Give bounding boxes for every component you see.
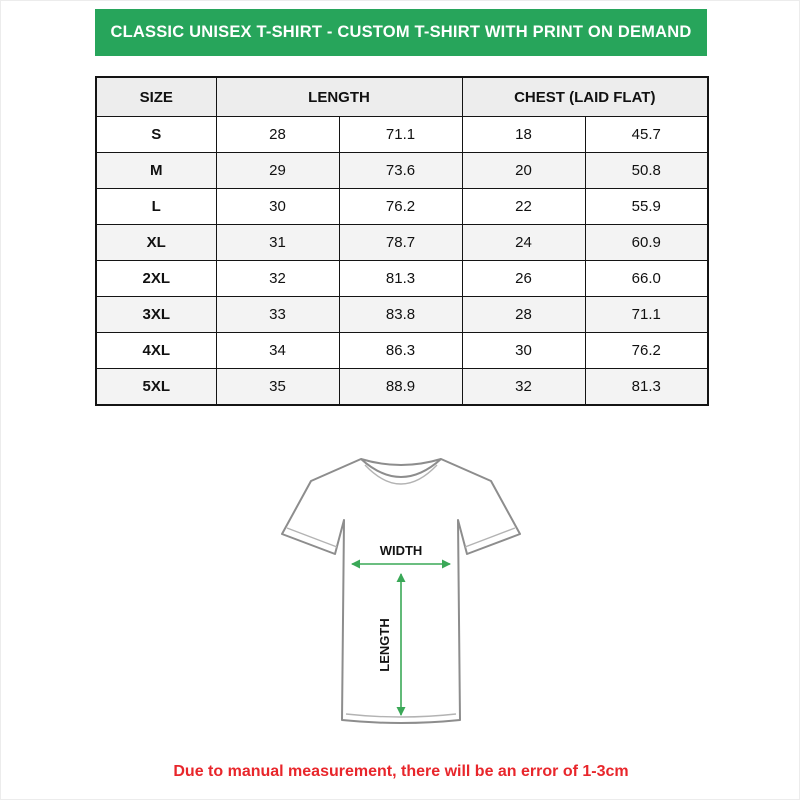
size-cell: 5XL xyxy=(96,369,216,406)
chest-in-cell: 28 xyxy=(462,297,585,333)
tshirt-measurement-diagram xyxy=(241,433,561,759)
table-row xyxy=(96,189,708,225)
length-cm-cell: 73.6 xyxy=(339,153,462,189)
chest-in-cell: 22 xyxy=(462,189,585,225)
length-cm-cell: 81.3 xyxy=(339,261,462,297)
title-banner xyxy=(95,9,707,56)
chest-cm-cell: 55.9 xyxy=(585,189,708,225)
length-cm-cell: 71.1 xyxy=(339,117,462,153)
size-cell: L xyxy=(96,189,216,225)
size-chart-table xyxy=(95,76,709,406)
table-row xyxy=(96,225,708,261)
table-row xyxy=(96,153,708,189)
size-cell: S xyxy=(96,117,216,153)
size-cell: 4XL xyxy=(96,333,216,369)
header-chest: CHEST (LAID FLAT) xyxy=(462,77,708,117)
measurement-error-note: Due to manual measurement, there will be an error of 1-3cm xyxy=(173,763,629,780)
header-length: LENGTH xyxy=(216,77,462,117)
chest-in-cell: 32 xyxy=(462,369,585,406)
chest-in-cell: 18 xyxy=(462,117,585,153)
header-size: SIZE xyxy=(96,77,216,117)
chest-in-cell: 26 xyxy=(462,261,585,297)
size-cell: M xyxy=(96,153,216,189)
table-row xyxy=(96,369,708,406)
length-cm-cell: 78.7 xyxy=(339,225,462,261)
length-cm-cell: 86.3 xyxy=(339,333,462,369)
width-arrow-label: WIDTH xyxy=(379,543,423,558)
chest-in-cell: 20 xyxy=(462,153,585,189)
size-cell: XL xyxy=(96,225,216,261)
chest-cm-cell: 71.1 xyxy=(585,297,708,333)
length-in-cell: 30 xyxy=(216,189,339,225)
chest-in-cell: 30 xyxy=(462,333,585,369)
table-row xyxy=(96,117,708,153)
table-row xyxy=(96,261,708,297)
chest-cm-cell: 81.3 xyxy=(585,369,708,406)
length-in-cell: 32 xyxy=(216,261,339,297)
table-header-row xyxy=(96,77,708,117)
chest-cm-cell: 60.9 xyxy=(585,225,708,261)
length-in-cell: 35 xyxy=(216,369,339,406)
size-cell: 3XL xyxy=(96,297,216,333)
page-title: CLASSIC UNISEX T-SHIRT - CUSTOM T-SHIRT WITH PRINT ON DEMAND xyxy=(110,23,692,41)
length-arrow-label: LENGTH xyxy=(377,618,392,672)
table-row xyxy=(96,333,708,369)
chest-cm-cell: 76.2 xyxy=(585,333,708,369)
tshirt-diagram-svg xyxy=(241,433,561,759)
size-cell: 2XL xyxy=(96,261,216,297)
length-cm-cell: 88.9 xyxy=(339,369,462,406)
length-cm-cell: 76.2 xyxy=(339,189,462,225)
length-in-cell: 34 xyxy=(216,333,339,369)
chest-cm-cell: 50.8 xyxy=(585,153,708,189)
length-in-cell: 29 xyxy=(216,153,339,189)
length-in-cell: 31 xyxy=(216,225,339,261)
chest-in-cell: 24 xyxy=(462,225,585,261)
length-in-cell: 33 xyxy=(216,297,339,333)
chest-cm-cell: 45.7 xyxy=(585,117,708,153)
length-in-cell: 28 xyxy=(216,117,339,153)
chest-cm-cell: 66.0 xyxy=(585,261,708,297)
length-cm-cell: 83.8 xyxy=(339,297,462,333)
table-row xyxy=(96,297,708,333)
